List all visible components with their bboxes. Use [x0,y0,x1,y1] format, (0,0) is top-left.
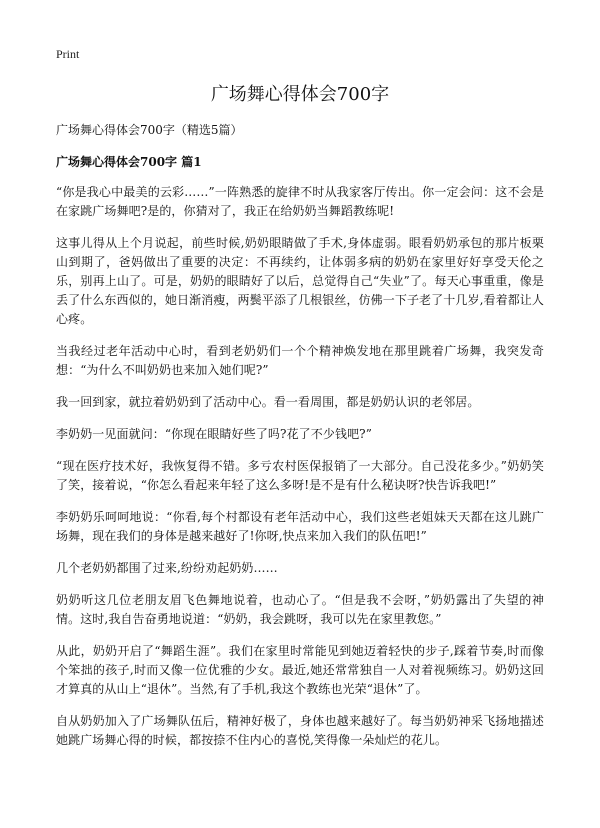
document-subtitle: 广场舞心得体会700字（精选5篇） [56,123,243,137]
article-body [56,121,544,763]
paragraph: 李奶奶乐呵呵地说：“你看,每个村都设有老年活动中心，我们这些老姐妹天天都在这儿跳广场舞，现在我们的身体是越来越好了!你呀,快点来加入我们的队伍吧!” [56,510,544,543]
page-title: 广场舞心得体会700字 [210,84,390,105]
print-link[interactable]: Print [56,47,80,61]
paragraph: 奶奶听这几位老朋友眉飞色舞地说着，也动心了。“但是我不会呀，”奶奶露出了失望的神情。这时,我自告奋勇地说道：“奶奶，我会跳呀，我可以先在家里教您。” [56,593,544,626]
paragraph: 自从奶奶加入了广场舞队伍后，精神好极了，身体也越来越好了。每当奶奶神采飞扬地描述她跳广场舞心得的时候，都按捺不住内心的喜悦,笑得像一朵灿烂的花儿。 [56,714,544,747]
paragraph: 当我经过老年活动中心时，看到老奶奶们一个个精神焕发地在那里跳着广场舞，我突发奇想：“为什么不叫奶奶也来加入她们呢?” [56,344,544,377]
paragraph: 我一回到家，就拉着奶奶到了活动中心。看一看周围，都是奶奶认识的老邻居。 [56,395,480,409]
paragraph: 这事儿得从上个月说起，前些时候,奶奶眼睛做了手术,身体虚弱。眼看奶奶承包的那片板栗山到期了，爸妈做出了重要的决定：不再续约，让体弱多病的奶奶在家里好好享受天伦之乐，别再上山了。可是，奶奶的眼睛好了以后，总觉得自己“失业”了。每天心事重重，像是丢了什么东西似的，她日渐消瘦，两鬓平添了几根银丝，仿佛一下子老了十几岁,看着都让人心疼。 [56,236,544,326]
section-heading: 广场舞心得体会700字 篇1 [56,155,202,169]
paragraph: 从此，奶奶开启了“舞蹈生涯”。我们在家里时常能见到她迈着轻快的步子,踩着节奏,时而像个笨拙的孩子,时而又像一位优雅的少女。最近,她还常常独自一人对着视频练习。奶奶这回才算真的从山上“退休”。当然,有了手机,我这个教练也光荣“退休”了。 [56,644,544,696]
paragraph: 几个老奶奶都围了过来,纷纷劝起奶奶…… [56,561,278,575]
paragraph: 李奶奶一见面就问：“你现在眼睛好些了吗?花了不少钱吧?” [56,427,372,441]
paragraph: “现在医疗技术好，我恢复得不错。多亏农村医保报销了一大部分。自己没花多少。”奶奶笑了笑，接着说，“你怎么看起来年轻了这么多呀!是不是有什么秘诀呀?快告诉我吧!” [56,459,544,492]
paragraph: “你是我心中最美的云彩……”一阵熟悉的旋律不时从我家客厅传出。你一定会问：这不会是在家跳广场舞吧?是的，你猜对了，我正在给奶奶当舞蹈教练呢! [56,185,544,218]
